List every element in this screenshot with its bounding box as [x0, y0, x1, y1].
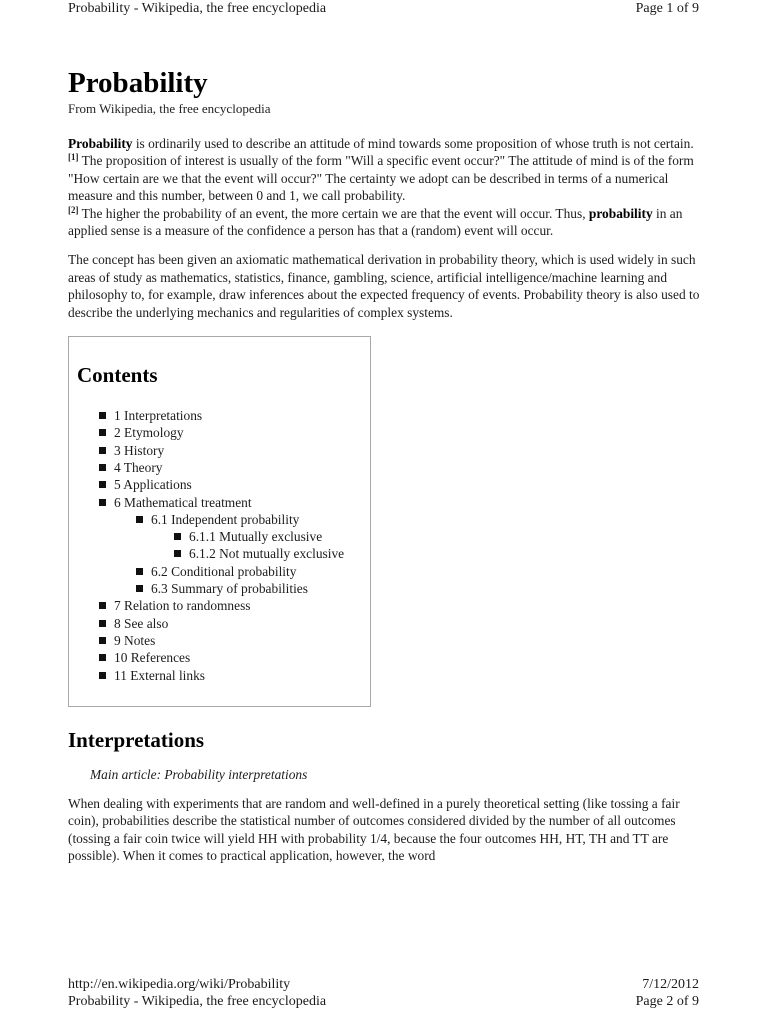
toc-item[interactable]	[77, 667, 370, 684]
table-of-contents	[68, 336, 371, 707]
toc-item[interactable]	[77, 632, 370, 649]
print-footer-url-row	[68, 977, 699, 993]
square-bullet-icon	[99, 412, 106, 419]
toc-link[interactable]: 9 Notes	[114, 632, 156, 648]
toc-link[interactable]: 6.1.1 Mutually exclusive	[189, 529, 323, 545]
toc-link[interactable]: 11 External links	[114, 667, 205, 683]
toc-link[interactable]: 6.1.2 Not mutually exclusive	[189, 546, 345, 562]
intro-text-4: in an applied sense is a measure of the confidence a person has that a (random) event will occur.	[68, 205, 683, 239]
toc-link[interactable]: 1 Interpretations	[114, 408, 203, 424]
intro-text-2: The proposition of interest is usually of the form "Will a specific event occur?" The attitude of mind is of the form "How certain are we that the event will occur?" The certainty we adopt can be described in terms of a numerical measure and this number, between 0 and 1, we call probability.	[68, 153, 694, 204]
article-subtitle: From Wikipedia, the free encyclopedia	[68, 101, 271, 116]
article-title: Probability	[68, 67, 208, 99]
square-bullet-icon	[136, 585, 143, 592]
intro-paragraph	[68, 135, 704, 239]
header-page-number: Page 1 of 9	[635, 1, 699, 16]
toc-link[interactable]: 6.2 Conditional probability	[151, 563, 297, 579]
toc-item[interactable]	[77, 424, 370, 441]
square-bullet-icon	[99, 447, 106, 454]
toc-item[interactable]	[77, 407, 370, 424]
toc-item[interactable]	[77, 442, 370, 459]
toc-item[interactable]	[77, 545, 370, 562]
toc-link[interactable]: 10 References	[114, 650, 191, 666]
square-bullet-icon	[99, 499, 106, 506]
square-bullet-icon	[99, 464, 106, 471]
print-header	[68, 1, 699, 17]
toc-item[interactable]	[77, 511, 370, 528]
square-bullet-icon	[174, 533, 181, 540]
square-bullet-icon	[136, 568, 143, 575]
square-bullet-icon	[99, 620, 106, 627]
toc-item[interactable]	[77, 528, 370, 545]
square-bullet-icon	[99, 654, 106, 661]
toc-item[interactable]	[77, 563, 370, 580]
reference-2[interactable]: [2]	[68, 204, 79, 215]
toc-link[interactable]: 5 Applications	[114, 477, 192, 493]
toc-link[interactable]: 6.3 Summary of probabilities	[151, 581, 308, 597]
hatnote-link[interactable]: Probability interpretations	[164, 767, 308, 783]
toc-link[interactable]: 3 History	[114, 442, 165, 458]
toc-item[interactable]	[77, 476, 370, 493]
print-footer-title-row	[68, 994, 699, 1010]
header-page-title: Probability - Wikipedia, the free encyclopedia	[68, 1, 327, 16]
concept-paragraph: The concept has been given an axiomatic mathematical derivation in probability theory, which is used widely in such areas of study as mathematics, statistics, finance, gambling, science, artificial intelligence/machine learning and philosophy to, for example, draw inferences about the expected frequency of events. Probability theory is also used to describe the underlying mechanics and regularities of complex systems.	[68, 252, 700, 320]
reference-1[interactable]: [1]	[68, 152, 79, 163]
square-bullet-icon	[99, 637, 106, 644]
footer-page-number: Page 2 of 9	[635, 994, 699, 1009]
hatnote-prefix: Main article:	[90, 767, 165, 783]
toc-link[interactable]: 4 Theory	[114, 459, 163, 475]
article-content	[68, 64, 704, 865]
square-bullet-icon	[99, 672, 106, 679]
footer-page-title: Probability - Wikipedia, the free encyclopedia	[68, 994, 327, 1009]
toc-title: Contents	[77, 363, 158, 388]
square-bullet-icon	[99, 429, 106, 436]
toc-item[interactable]	[77, 649, 370, 666]
toc-item[interactable]	[77, 580, 370, 597]
toc-item[interactable]	[77, 494, 370, 511]
toc-item[interactable]	[77, 459, 370, 476]
bold-term-probability: Probability	[68, 136, 133, 151]
square-bullet-icon	[136, 516, 143, 523]
bold-term-probability-2: probability	[588, 205, 653, 221]
toc-link[interactable]: 6.1 Independent probability	[151, 511, 300, 527]
footer-url[interactable]: http://en.wikipedia.org/wiki/Probability	[68, 977, 291, 992]
square-bullet-icon	[174, 550, 181, 557]
section-title-interpretations: Interpretations	[68, 728, 205, 753]
intro-text-1: is ordinarily used to describe an attitude of mind towards some proposition of whose truth is not certain.	[132, 136, 694, 151]
intro-text-3: The higher the probability of an event, the more certain we are that the event will occur. Thus,	[78, 205, 589, 221]
toc-list	[77, 407, 370, 684]
toc-link[interactable]: 2 Etymology	[114, 425, 184, 441]
toc-item[interactable]	[77, 615, 370, 632]
toc-item[interactable]	[77, 597, 370, 614]
toc-link[interactable]: 6 Mathematical treatment	[114, 494, 252, 510]
square-bullet-icon	[99, 481, 106, 488]
interpretations-paragraph: When dealing with experiments that are random and well-defined in a purely theoretical setting (like tossing a fair coin), probabilities describe the statistical number of outcomes considered divided by the number of all outcomes (tossing a fair coin twice will yield HH with probability 1/4, because the four outcomes HH, HT, TH and TT are possible). When it comes to practical application, however, the word	[68, 796, 680, 864]
square-bullet-icon	[99, 602, 106, 609]
toc-link[interactable]: 7 Relation to randomness	[114, 598, 251, 614]
footer-date: 7/12/2012	[642, 977, 699, 992]
main-article-hatnote	[90, 766, 704, 783]
toc-link[interactable]: 8 See also	[114, 615, 169, 631]
